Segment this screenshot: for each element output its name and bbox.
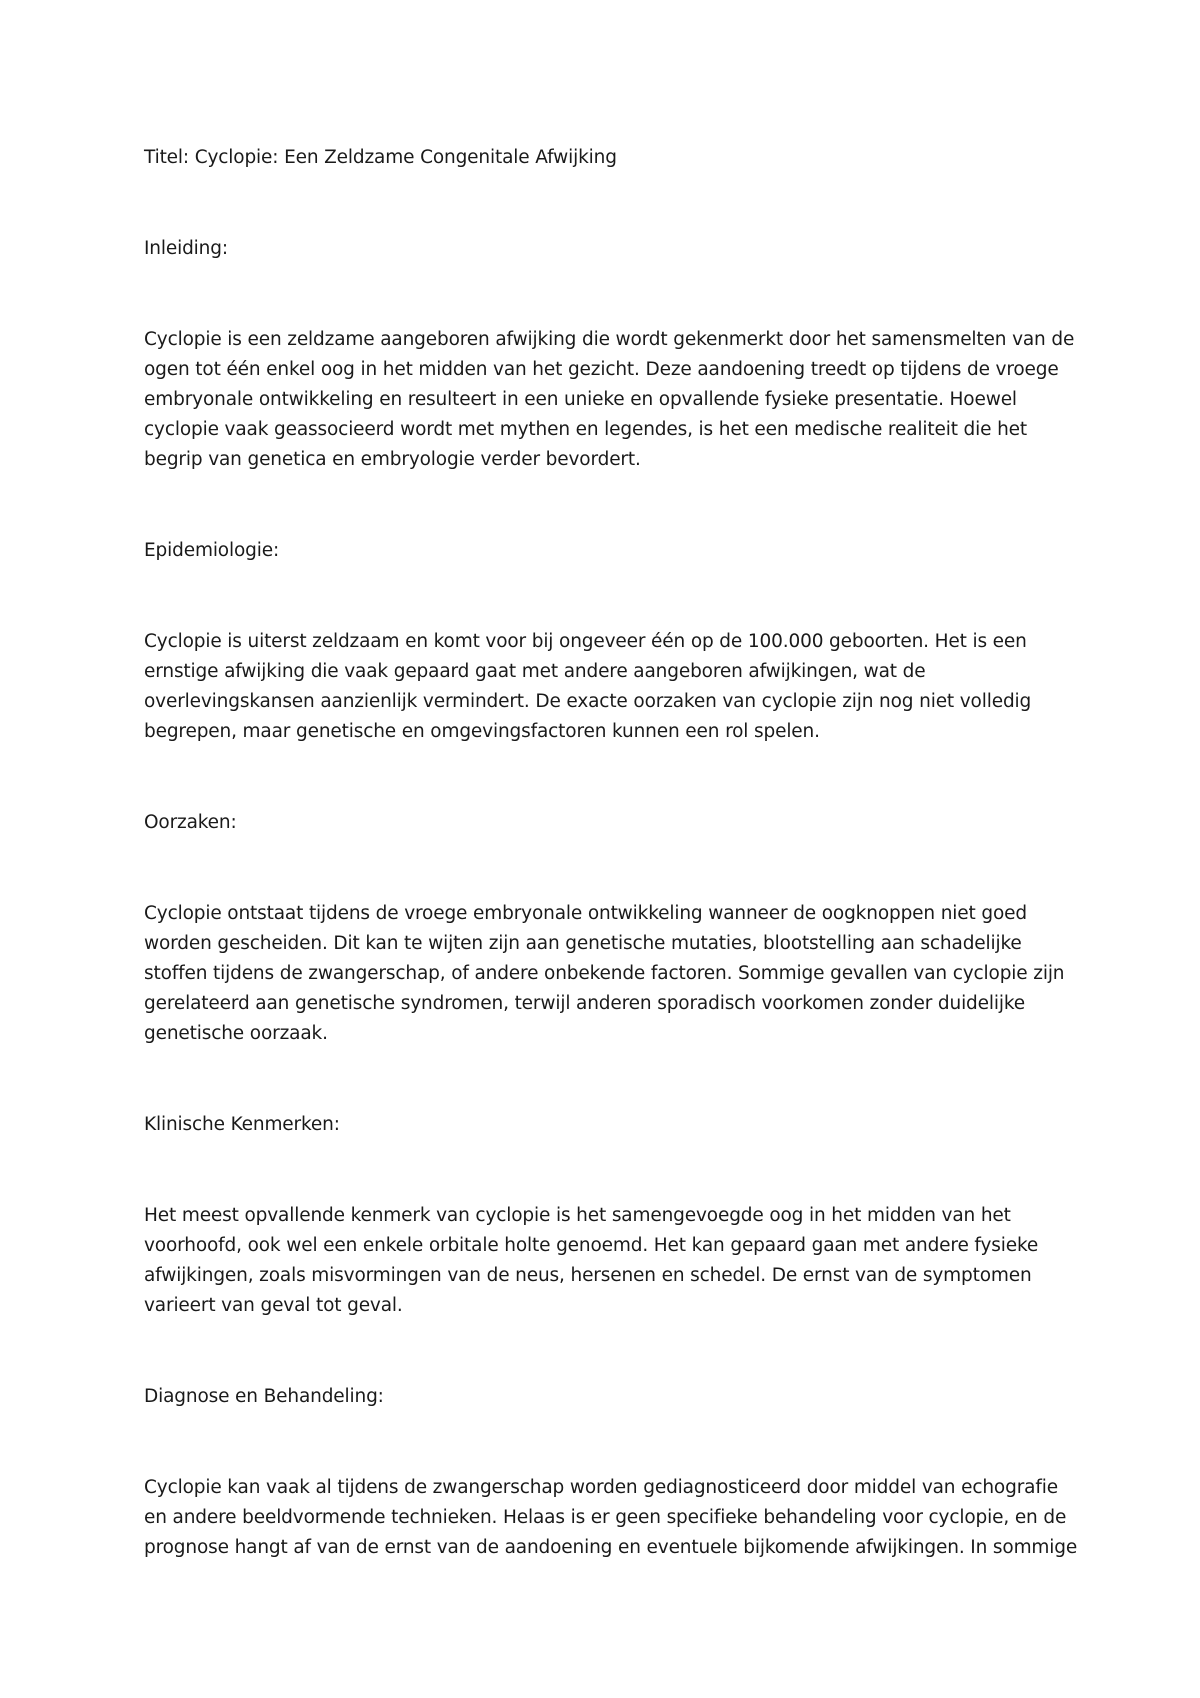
section-heading-epidemiologie: Epidemiologie: [144, 540, 280, 561]
paragraph-line: prognose hangt af van de ernst van de aandoening en eventuele bijkomende afwijkingen. In sommige [144, 1537, 1078, 1558]
paragraph-line: voorhoofd, ook wel een enkele orbitale holte genoemd. Het kan gepaard gaan met andere fysieke [144, 1235, 1039, 1256]
paragraph-line: stoffen tijdens de zwangerschap, of andere onbekende factoren. Sommige gevallen van cyclopie zijn [144, 963, 1065, 984]
paragraph-line: afwijkingen, zoals misvormingen van de neus, hersenen en schedel. De ernst van de symptomen [144, 1265, 1032, 1286]
paragraph-line: worden gescheiden. Dit kan te wijten zijn aan genetische mutaties, blootstelling aan schadelijke [144, 933, 1022, 954]
section-heading-inleiding: Inleiding: [144, 238, 228, 259]
document-title: Titel: Cyclopie: Een Zeldzame Congenitale Afwijking [144, 147, 617, 168]
paragraph-line: Cyclopie is een zeldzame aangeboren afwijking die wordt gekenmerkt door het samensmelten van de [144, 329, 1075, 350]
paragraph-line: Cyclopie ontstaat tijdens de vroege embryonale ontwikkeling wanneer de oogknoppen niet goed [144, 903, 1027, 924]
paragraph-line: begrip van genetica en embryologie verder bevordert. [144, 449, 641, 470]
paragraph-line: Cyclopie is uiterst zeldzaam en komt voor bij ongeveer één op de 100.000 geboorten. Het is een [144, 631, 1027, 652]
paragraph-line: genetische oorzaak. [144, 1023, 328, 1044]
paragraph-line: Cyclopie kan vaak al tijdens de zwangerschap worden gediagnosticeerd door middel van echografie [144, 1477, 1058, 1498]
paragraph-line: ogen tot één enkel oog in het midden van het gezicht. Deze aandoening treedt op tijdens de vroege [144, 359, 1059, 380]
section-heading-diagnose-en-behandeling: Diagnose en Behandeling: [144, 1386, 384, 1407]
paragraph-line: Het meest opvallende kenmerk van cyclopie is het samengevoegde oog in het midden van het [144, 1205, 1011, 1226]
paragraph-line: cyclopie vaak geassocieerd wordt met mythen en legendes, is het een medische realiteit die het [144, 419, 1027, 440]
paragraph-line: embryonale ontwikkeling en resulteert in een unieke en opvallende fysieke presentatie. Hoewel [144, 389, 1017, 410]
paragraph-line: gerelateerd aan genetische syndromen, terwijl anderen sporadisch voorkomen zonder duidelijke [144, 993, 1025, 1014]
paragraph-line: ernstige afwijking die vaak gepaard gaat met andere aangeboren afwijkingen, wat de [144, 661, 926, 682]
paragraph-line: begrepen, maar genetische en omgevingsfactoren kunnen een rol spelen. [144, 721, 820, 742]
paragraph-line: varieert van geval tot geval. [144, 1295, 403, 1316]
section-heading-klinische-kenmerken: Klinische Kenmerken: [144, 1114, 340, 1135]
paragraph-line: en andere beeldvormende technieken. Helaas is er geen specifieke behandeling voor cyclopie, en de [144, 1507, 1067, 1528]
paragraph-line: overlevingskansen aanzienlijk vermindert. De exacte oorzaken van cyclopie zijn nog niet volledig [144, 691, 1032, 712]
section-heading-oorzaken: Oorzaken: [144, 812, 237, 833]
